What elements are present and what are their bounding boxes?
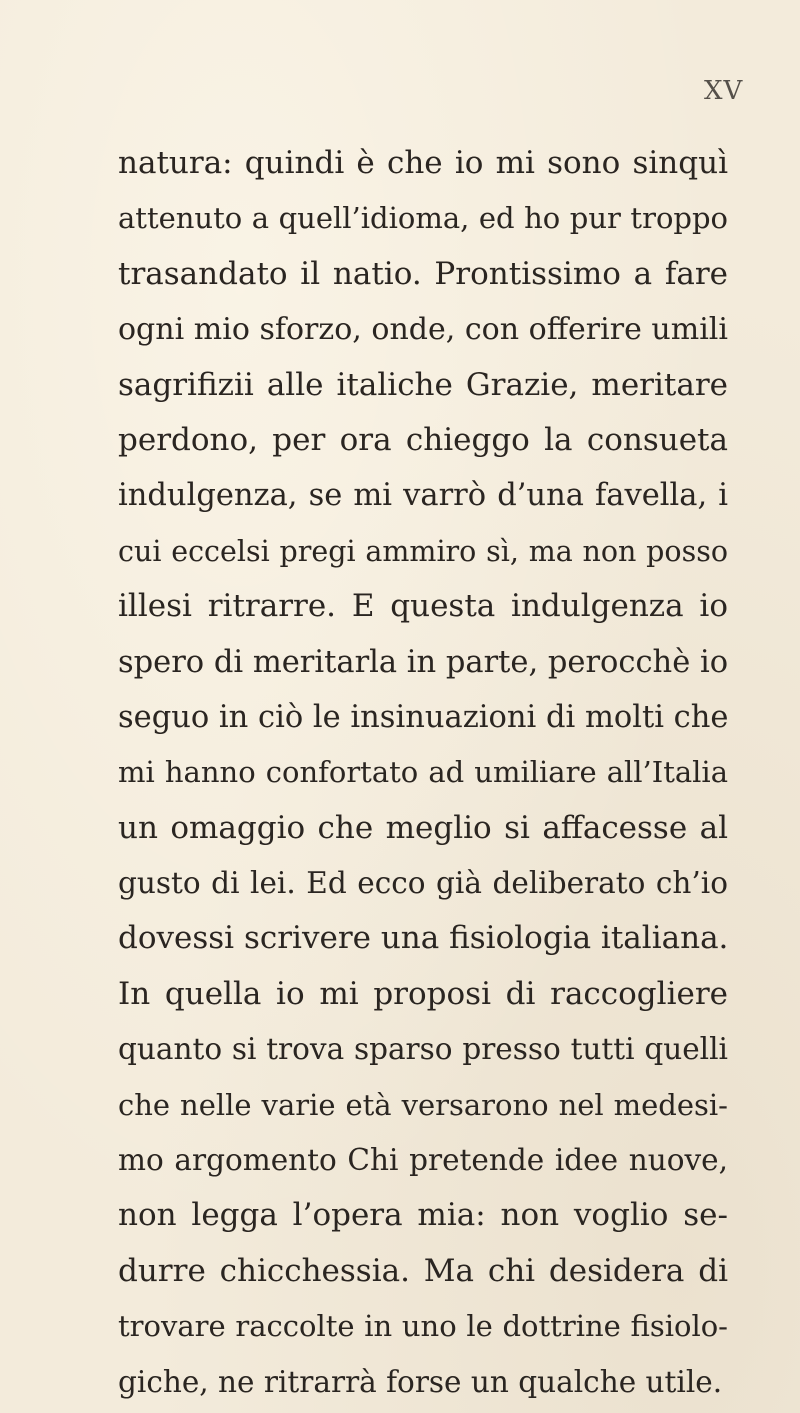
text-line: un omaggio che meglio si affacesse al [118, 809, 728, 846]
text-line: indulgenza, se mi varrò d’una favella, i [118, 478, 728, 514]
text-line: In quella io mi proposi di raccogliere [118, 975, 728, 1012]
text-line: attenuto a quell’idioma, ed ho pur troppo [118, 201, 728, 236]
body-text [118, 136, 728, 1410]
text-line: giche, ne ritrarrà forse un qualche utile. [118, 1364, 723, 1399]
text-line: dovessi scrivere una fisiologia italiana. [118, 920, 729, 957]
text-line: illesi ritrarre. E questa indulgenza io [118, 588, 728, 625]
text-line: non legga l’opera mia: non voglio se- [118, 1197, 728, 1234]
text-line: trovare raccolte in uno le dottrine fisiolo- [118, 1309, 728, 1344]
text-line: perdono, per ora chieggo la consueta [118, 421, 728, 458]
text-line: mi hanno confortato ad umiliare all’Italia [118, 755, 728, 790]
text-line: ogni mio sforzo, onde, con offerire umili [118, 312, 728, 348]
text-line: seguo in ciò le insinuazioni di molti che [118, 699, 729, 735]
text-line: trasandato il natio. Prontissimo a fare [118, 255, 728, 292]
text-line: spero di meritarla in parte, perocchè io [118, 644, 729, 680]
text-line: durre chicchessia. Ma chi desidera di [118, 1252, 728, 1289]
text-line: mo argomento Chi pretende idee nuove, [118, 1143, 728, 1178]
text-line: sagrifizii alle italiche Grazie, meritare [118, 366, 728, 403]
text-line: cui eccelsi pregi ammiro sì, ma non posso [118, 534, 728, 568]
text-line: natura: quindi è che io mi sono sinquì [118, 145, 728, 181]
text-line: quanto si trova sparso presso tutti quelli [118, 1032, 728, 1067]
text-line: gusto di lei. Ed ecco già deliberato ch’io [118, 866, 728, 901]
text-line: che nelle varie età versarono nel medesi- [118, 1087, 728, 1122]
page-number: XV [704, 76, 744, 106]
